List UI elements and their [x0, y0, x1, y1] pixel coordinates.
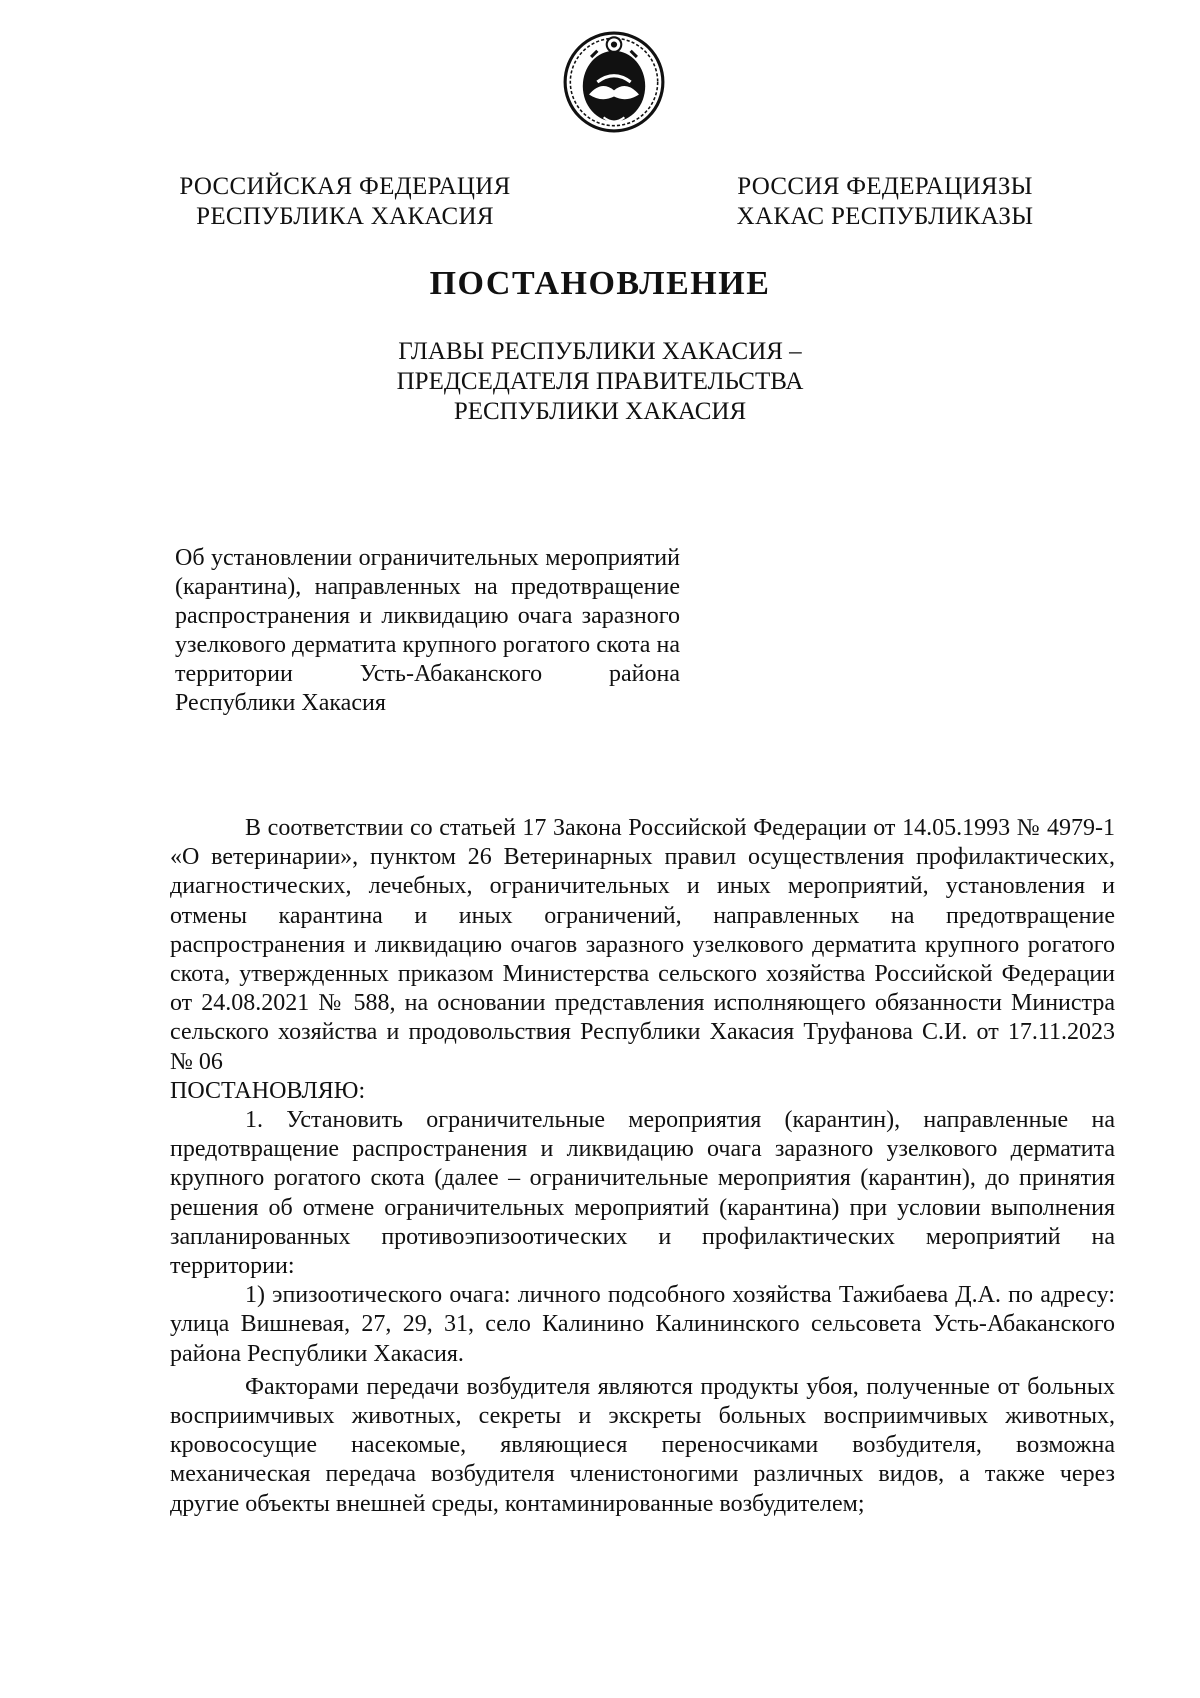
issuer-line: ГЛАВЫ РЕСПУБЛИКИ ХАКАСИЯ –	[398, 338, 802, 365]
header-right-line: РОССИЯ ФЕДЕРАЦИЯЗЫ	[737, 173, 1033, 200]
header-right-block	[715, 172, 1055, 232]
factors-paragraph: Факторами передачи возбудителя являются продукты убоя, полученные от больных восприимчивых животных, секреты и экскреты больных восприимчивых животных, кровососущие насекомые, являющиеся переносчиками возбудителя, возможна механическая передача возбудителя членистоногими различных видов, а также через другие объекты внешней среды, контаминированные возбудителем;	[170, 1373, 1115, 1517]
item-1-paragraph: 1. Установить ограничительные мероприятия (карантин), направленные на предотвращение распространения и ликвидацию очага заразного узелкового дерматита крупного рогатого скота (далее – ограничительные мероприятия (карантин), до принятия решения об отмене ограничительных мероприятий (карантина) при условии выполнения запланированных противоэпизоотических и профилактических мероприятий на территории:	[170, 1107, 1115, 1280]
item-1-1-paragraph: 1) эпизоотического очага: личного подсобного хозяйства Тажибаева Д.А. по адресу: улица Вишневая, 27, 29, 31, село Калинино Калининского сельсовета Усть-Абаканского района Республики Хакасия.	[170, 1282, 1115, 1367]
header-right-line: ХАКАС РЕСПУБЛИКАЗЫ	[736, 203, 1034, 230]
document-subject: Об установлении ограничительных мероприятий (карантина), направленных на предотвращение распространения и ликвидацию очага заразного узелкового дерматита крупного рогатого скота на территории Усть-Абаканского района Республики Хакасия	[175, 545, 680, 716]
issuer-line: РЕСПУБЛИКИ ХАКАСИЯ	[453, 398, 747, 425]
coat-of-arms-emblem	[562, 30, 666, 134]
decree-word: ПОСТАНОВЛЯЮ:	[170, 1077, 366, 1104]
document-title: ПОСТАНОВЛЕНИЕ	[429, 265, 771, 302]
issuer-line: ПРЕДСЕДАТЕЛЯ ПРАВИТЕЛЬСТВА	[396, 368, 804, 395]
header-left-line: РОССИЙСКАЯ ФЕДЕРАЦИЯ	[179, 173, 511, 200]
document-issuer	[300, 337, 900, 427]
header-left-line: РЕСПУБЛИКА ХАКАСИЯ	[196, 203, 494, 230]
document-body	[170, 814, 1115, 1519]
preamble-paragraph: В соответствии со статьей 17 Закона Российской Федерации от 14.05.1993 № 4979-1 «О ветеринарии», пунктом 26 Ветеринарных правил осуществления профилактических, диагностических, лечебных, ограничительных и иных мероприятий, установления и отмены карантина и иных ограничений, направленных на предотвращение распространения и ликвидацию очагов заразного узелкового дерматита крупного рогатого скота, утвержденных приказом Министерства сельского хозяйства Российской Федерации от 24.08.2021 № 588, на основании представления исполняющего обязанности Министра сельского хозяйства и продовольствия Республики Хакасия Труфанова С.И. от 17.11.2023 № 06	[170, 815, 1115, 1075]
header-left-block	[160, 172, 530, 232]
